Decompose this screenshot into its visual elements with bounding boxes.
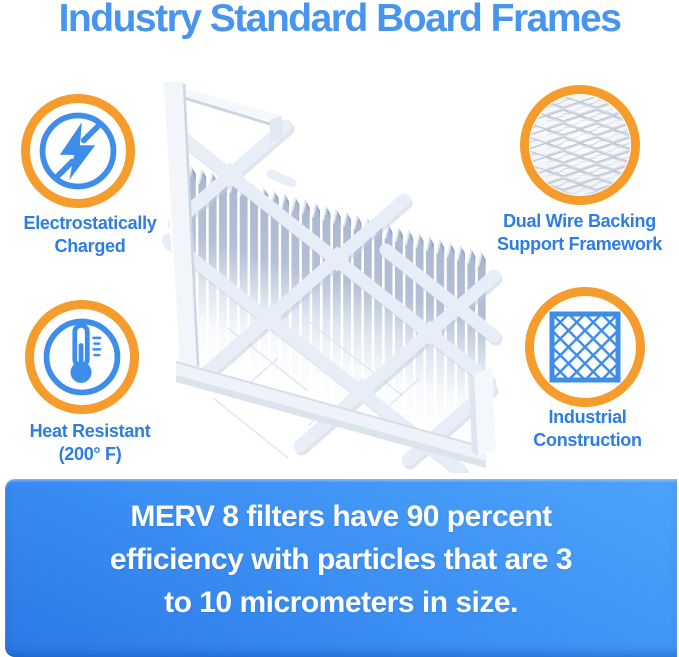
feature-ring: [520, 85, 640, 205]
banner-text-line: to 10 micrometers in size.: [164, 586, 518, 619]
feature-ring: [525, 287, 645, 407]
feature-label: [5, 420, 175, 466]
page-title: Industry Standard Board Frames: [58, 0, 621, 40]
feature-label-line: Construction: [533, 430, 642, 450]
frame-end-cap: [469, 368, 496, 456]
banner-text-line: efficiency with particles that are 3: [109, 543, 573, 576]
feature-label: [5, 212, 175, 258]
feature-label-line: Dual Wire Backing: [503, 211, 656, 231]
feature-label: [492, 210, 667, 256]
thermometer-icon: [36, 311, 128, 403]
merv-info-banner: [5, 479, 677, 657]
feature-label-line: (200° F): [58, 444, 122, 464]
lightning-bolt-icon: [32, 105, 124, 197]
diamond-lattice-icon: [537, 299, 633, 395]
feature-label-line: Heat Resistant: [29, 421, 151, 441]
feature-label-line: Industrial: [548, 407, 627, 427]
feature-ring: [21, 94, 135, 208]
banner-text-line: MERV 8 filters have 90 percent: [130, 500, 552, 533]
feature-label: [500, 406, 675, 452]
air-filter-product-image: [158, 78, 503, 473]
feature-label-line: Electrostatically: [23, 213, 157, 233]
feature-label-line: Charged: [54, 236, 126, 256]
wire-mesh-icon: [530, 95, 630, 195]
feature-label-line: Support Framework: [497, 234, 662, 254]
feature-ring: [25, 300, 139, 414]
